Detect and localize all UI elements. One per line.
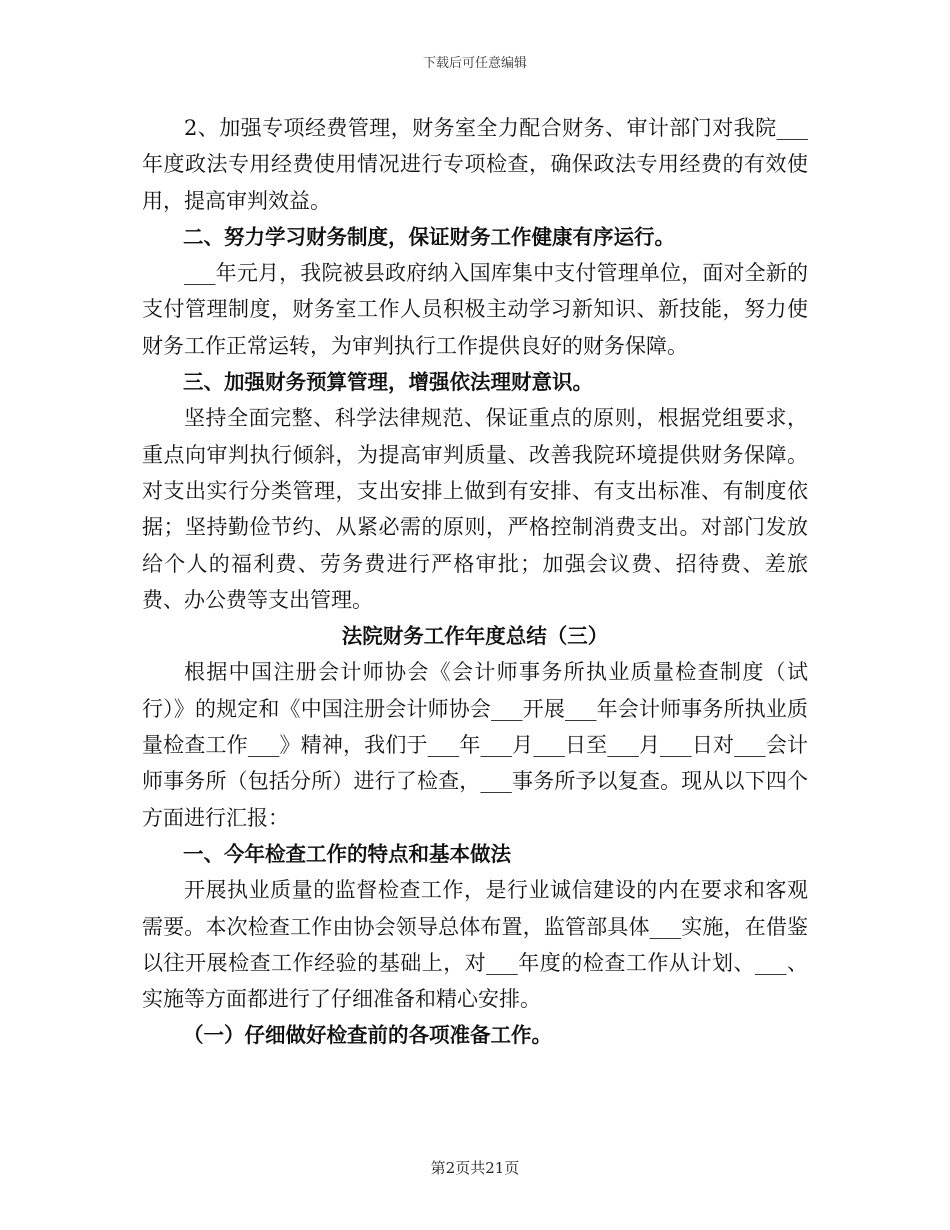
paragraph-budget-management: 坚持全面完整、科学法律规范、保证重点的原则，根据党组要求，重点向审判执行倾斜，为提高审判质量、改善我院环境提供财务保障。对支出实行分类管理，支出安排上做到有安排、有支出标准、有制度依据；坚持勤俭节约、从紧必需的原则，严格控制消费支出。对部门发放给个人的福利费、劳务费进行严格审批；加强会议费、招待费、差旅费、办公费等支出管理。 bbox=[142, 406, 808, 612]
section-heading-2: 二、努力学习财务制度，保证财务工作健康有序运行。 bbox=[183, 224, 675, 249]
document-title: 法院财务工作年度总结（三） bbox=[341, 624, 609, 649]
page-footer: 第2页共21页 bbox=[430, 1159, 520, 1177]
subsection-heading-preparation: （一）仔细做好检查前的各项准备工作。 bbox=[183, 1023, 552, 1048]
section-heading-3: 三、加强财务预算管理，增强依法理财意识。 bbox=[183, 370, 593, 395]
paragraph-inspection-features: 开展执业质量的监督检查工作，是行业诚信建设的内在要求和客观需要。本次检查工作由协会领导总体布置，监管部具体___实施，在借鉴以往开展检查工作经验的基础上，对___年度的检查工作从计划、___、实施等方面都进行了仔细准备和精心安排。 bbox=[142, 878, 808, 1012]
page-header: 下载后可任意编辑 bbox=[422, 56, 527, 71]
paragraph-special-funds: 2、加强专项经费管理，财务室全力配合财务、审计部门对我院___年度政法专用经费使用情况进行专项检查，确保政法专用经费的有效使用，提高审判效益。 bbox=[142, 116, 808, 213]
paragraph-inspection-intro: 根据中国注册会计师协会《会计师事务所执业质量检查制度（试行）》的规定和《中国注册会计师协会___开展___年会计师事务所执业质量检查工作___》精神，我们于___年___月___日至___月___日对___会计师事务所（包括分所）进行了检查，___事务所予以复查。现从以下四个方面进行汇报： bbox=[142, 660, 808, 830]
section-heading-inspection: 一、今年检查工作的特点和基本做法 bbox=[183, 841, 511, 866]
document-body bbox=[142, 110, 808, 1054]
paragraph-treasury-payment: ___年元月，我院被县政府纳入国库集中支付管理单位，面对全新的支付管理制度，财务室工作人员积极主动学习新知识、新技能，努力使财务工作正常运转，为审判执行工作提供良好的财务保障。 bbox=[142, 261, 808, 358]
